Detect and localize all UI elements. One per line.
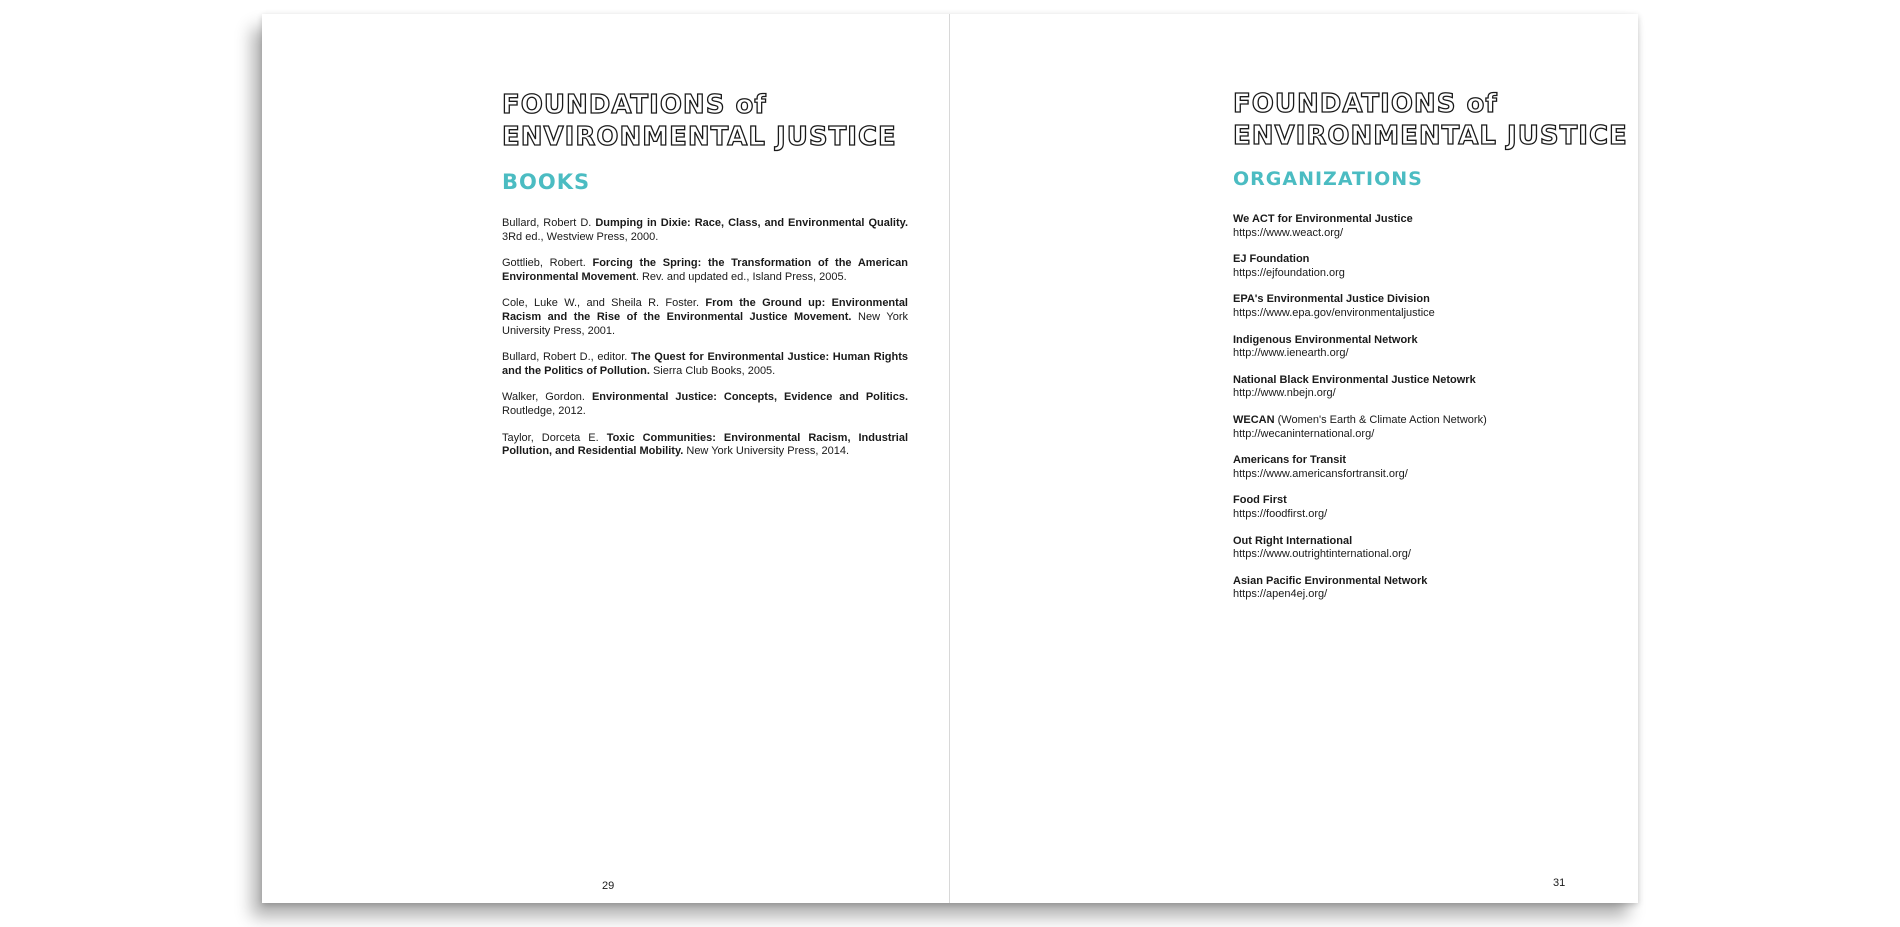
book-publisher: New York University Press, 2014.	[683, 445, 849, 458]
books-list	[502, 217, 908, 472]
book-publisher: 3Rd ed., Westview Press, 2000.	[502, 230, 659, 243]
organization-url[interactable]: https://apen4ej.org/	[1233, 588, 1328, 601]
title-line-1: FOUNDATIONS of	[1233, 89, 1498, 119]
book-author: Bullard, Robert D., editor.	[502, 351, 632, 364]
book-title: Environmental Justice: Concepts, Evidence and Politics.	[591, 391, 909, 404]
title-line-1: FOUNDATIONS of	[502, 90, 767, 120]
organization-entry	[1233, 494, 1593, 521]
title-line-2: ENVIRONMENTAL JUSTICE	[1233, 121, 1628, 151]
organization-entry	[1233, 253, 1593, 280]
book-title: Dumping in Dixie: Race, Class, and Environmental Quality.	[595, 217, 908, 229]
book-title: Forcing the Spring: the Transformation of the American Environmental Movement	[502, 257, 908, 283]
organization-entry	[1233, 213, 1593, 240]
section-heading-books: BOOKS	[502, 170, 591, 194]
organization-entry	[1233, 334, 1593, 361]
organization-entry	[1233, 454, 1593, 481]
book-citation	[502, 257, 908, 284]
book-title: The Quest for Environmental Justice: Human Rights and the Politics of Pollution.	[502, 351, 908, 377]
organization-url[interactable]: http://www.ienearth.org/	[1233, 347, 1349, 360]
page-title	[502, 89, 897, 153]
organization-entry	[1233, 293, 1593, 320]
organization-name: Indigenous Environmental Network	[1233, 333, 1418, 346]
book-citation	[502, 217, 908, 244]
organization-name: Out Right International	[1233, 534, 1353, 547]
organization-name: Food First	[1233, 494, 1287, 507]
organization-url[interactable]: http://wecaninternational.org/	[1233, 427, 1375, 440]
organization-name: We ACT for Environmental Justice	[1233, 213, 1413, 225]
organization-name: Americans for Transit	[1233, 454, 1347, 467]
right-page	[950, 14, 1638, 903]
left-page	[262, 14, 950, 903]
book-title: Toxic Communities: Environmental Racism, Industrial Pollution, and Residential Mobility.	[502, 431, 909, 458]
page-number: 31	[1553, 877, 1566, 889]
organization-entry	[1233, 374, 1593, 401]
page-number: 29	[602, 880, 615, 892]
book-title: From the Ground up: Environmental Racism and the Rise of the Environmental Justice Movement.	[502, 297, 908, 323]
book-author: Bullard, Robert D.	[502, 217, 596, 229]
organization-entry	[1233, 575, 1593, 602]
organization-url[interactable]: https://www.weact.org/	[1233, 226, 1344, 239]
organization-url[interactable]: https://foodfirst.org/	[1233, 507, 1328, 520]
organization-entry	[1233, 414, 1593, 441]
organization-url[interactable]: https://www.outrightinternational.org/	[1233, 548, 1411, 561]
book-author: Cole, Luke W., and Sheila R. Foster.	[502, 297, 706, 310]
page-title	[1233, 88, 1628, 152]
organization-name: EPA's Environmental Justice Division	[1233, 293, 1430, 306]
organization-note: (Women's Earth & Climate Action Network)	[1274, 413, 1487, 426]
organizations-list	[1233, 213, 1593, 615]
organization-url[interactable]: https://www.americansfortransit.org/	[1233, 467, 1408, 480]
book-author: Walker, Gordon.	[502, 391, 592, 404]
book-publisher: Sierra Club Books, 2005.	[649, 364, 776, 377]
book-author: Taylor, Dorceta E.	[502, 431, 607, 444]
organization-name: WECAN	[1233, 413, 1275, 426]
book-citation	[502, 297, 908, 338]
organization-url[interactable]: http://www.nbejn.org/	[1233, 387, 1336, 400]
organization-name: National Black Environmental Justice Netowrk	[1233, 373, 1476, 386]
organization-name: EJ Foundation	[1233, 253, 1310, 266]
book-citation	[502, 432, 908, 459]
organization-url[interactable]: https://ejfoundation.org	[1233, 266, 1345, 279]
book-citation	[502, 391, 908, 418]
organization-entry	[1233, 535, 1593, 562]
book-citation	[502, 351, 908, 378]
book-publisher: New York University Press, 2001.	[502, 310, 908, 337]
book-publisher: Routledge, 2012.	[502, 404, 586, 417]
book-spread	[262, 14, 1638, 903]
section-heading-organizations: ORGANIZATIONS	[1233, 168, 1423, 190]
title-line-2: ENVIRONMENTAL JUSTICE	[502, 122, 897, 152]
book-publisher: . Rev. and updated ed., Island Press, 2005.	[635, 270, 847, 283]
book-author: Gottlieb, Robert.	[502, 257, 593, 270]
organization-name: Asian Pacific Environmental Network	[1233, 574, 1428, 587]
organization-url[interactable]: https://www.epa.gov/environmentaljustice	[1233, 306, 1435, 319]
